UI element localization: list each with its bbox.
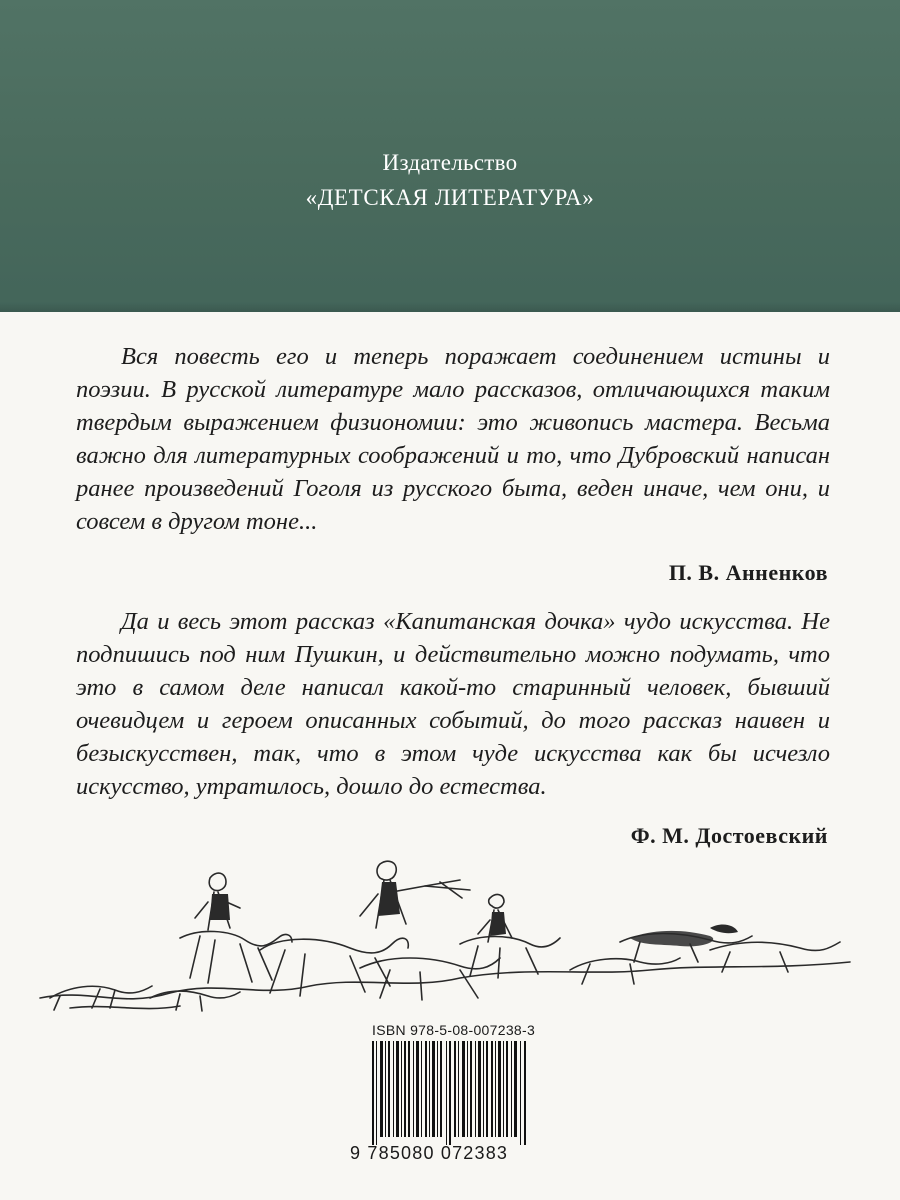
hunting-scene-illustration [30, 858, 870, 1028]
publisher-name: «ДЕТСКАЯ ЛИТЕРАТУРА» [305, 185, 595, 210]
quote-annenkov: Вся повесть его и теперь поражает соединением истины и поэзии. В русской литературе мало рассказов, отличающихся таким твердым выражением физиономии: это живопись мастера. Весьма важно для литературных соображений и то, что Дубровский написан ранее произведений Гоголя из русского быта, веден иначе, чем они, и совсем в другом тоне... [76, 343, 830, 535]
quote-author-annenkov: П. В. Анненков [668, 560, 828, 585]
barcode [370, 1041, 532, 1145]
quote-author-dostoevsky: Ф. М. Достоевский [630, 823, 828, 848]
quote-dostoevsky: Да и весь этот рассказ «Капитанская дочка» чудо искусства. Не подпишись под ним Пушкин, и действительно можно подумать, что это в самом деле написал какой-то старинный человек, бывший очевидцем и героем описанных событий, до того рассказ наивен и безыскусствен, так, что в этом чуде искусства как бы исчезло искусство, утратилось, дошло до естества. [76, 608, 830, 800]
isbn-label: ISBN 978-5-08-007238-3 [372, 1022, 536, 1038]
publisher-label: Издательство [382, 150, 518, 175]
barcode-digits: 9 785080 072383 [350, 1143, 509, 1163]
